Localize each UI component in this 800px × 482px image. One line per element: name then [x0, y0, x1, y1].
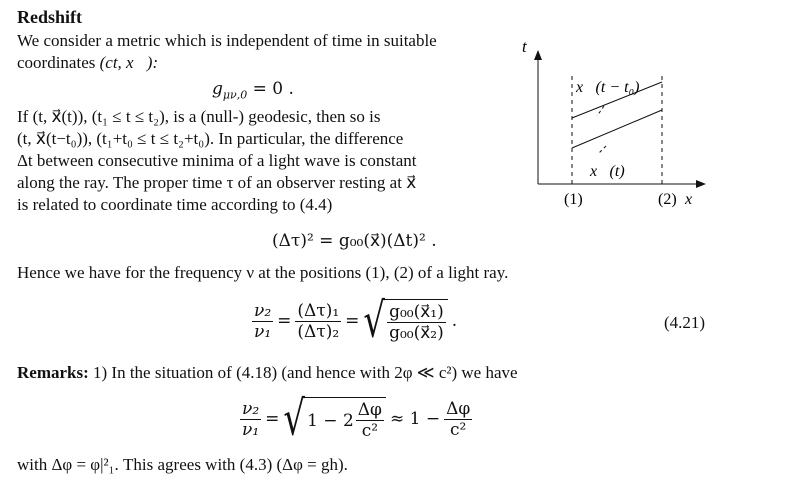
para3: Hence we have for the frequency ν at the positions (1), (2) of a light ray.: [17, 263, 509, 282]
eq421-sqrt-fraction: [387, 302, 446, 343]
eq421-tail: .: [451, 311, 458, 331]
equation-proper-time: (Δτ)² = g₀₀(x⃗)(Δt)² .: [272, 231, 437, 251]
worldline-original: [572, 110, 662, 148]
para2-line-2: (t, x⃗(t−t₀)), (t₁+t₀ ≤ t ≤ t₂+t₀). In particular, the difference: [17, 129, 404, 148]
intro-line-2-math: (ct, x⃗):: [99, 53, 159, 72]
tick-2: (2): [658, 191, 677, 208]
eq421-sqrt: [363, 293, 447, 349]
equation-remarks: [240, 390, 472, 448]
eqf-lhs-numerator: ν₂: [242, 398, 260, 419]
remarks-heading: Remarks:: [17, 363, 89, 382]
eq421-lhs-denominator: ν₁: [254, 321, 272, 342]
eq421-lhs-numerator: ν₂: [254, 300, 272, 321]
t-axis-arrowhead: [534, 50, 542, 60]
eq421-equals-1: =: [277, 311, 292, 331]
eqf-inner-fraction: [356, 400, 384, 441]
equation-metric: [212, 78, 294, 100]
eq421-lhs-fraction: [252, 301, 273, 342]
para2-line-4: along the ray. The proper time τ of an observer resting at x⃗: [17, 173, 417, 192]
worldline-figure: [500, 36, 710, 216]
eqf-rhs-numerator: Δφ: [446, 398, 471, 419]
sqrt-sign: √: [363, 293, 386, 349]
tick-1: (1): [564, 191, 583, 208]
label-x-shifted: x⃗(t − t₀): [576, 79, 640, 96]
lower-pointer: [598, 146, 606, 154]
eqf-lhs-fraction: [240, 399, 261, 440]
t-axis-label: t: [522, 37, 527, 56]
section-title: Redshift: [17, 7, 83, 27]
eqf-inner-denominator: c²: [361, 421, 379, 441]
intro-line-2-text: coordinates: [17, 53, 100, 72]
eq421-mid-numerator: (Δτ)₁: [297, 300, 340, 321]
eqf-inner-numerator: Δφ: [357, 400, 382, 420]
equation-4-21: [252, 290, 457, 352]
label-x: x⃗(t): [590, 163, 625, 180]
eqf-sqrt: [283, 391, 386, 447]
eqf-lhs-denominator: ν₁: [242, 419, 260, 440]
eq421-sqrt-denominator: g₀₀(x⃗₂): [389, 323, 444, 343]
para2-line-5: is related to coordinate time according to (4.4): [17, 195, 333, 214]
closing-line: with Δφ = φ|²₁. This agrees with (4.3) (Δφ = gh).: [17, 455, 348, 474]
eq421-mid-denominator: (Δτ)₂: [297, 321, 340, 342]
equation-metric-rhs: = 0 .: [247, 79, 294, 99]
x-axis-arrowhead: [696, 180, 706, 188]
eqf-approx: ≈ 1 −: [389, 409, 441, 429]
intro-line-1: We consider a metric which is independent of time in suitable: [17, 31, 437, 50]
eqf-rhs-denominator: c²: [450, 419, 467, 440]
intro-line-2: [17, 52, 158, 74]
eq421-sqrt-numerator: g₀₀(x⃗₁): [389, 302, 444, 322]
eqf-equals: =: [265, 409, 280, 429]
equation-metric-symbol: g: [212, 79, 223, 99]
equation-metric-subscript: μν,0: [222, 88, 248, 102]
x-axis-label: x⃗: [685, 191, 705, 208]
remarks-text: 1) In the situation of (4.18) (and hence with 2φ ≪ c²) we have: [88, 363, 518, 382]
para2-line-3: Δt between consecutive minima of a light wave is constant: [17, 151, 417, 170]
equation-number-4-21: (4.21): [664, 313, 706, 332]
sqrt-sign: √: [283, 391, 306, 447]
para2-line-1: If (t, x⃗(t)), (t₁ ≤ t ≤ t₂), is a (null-) geodesic, then so is: [17, 107, 381, 126]
remarks-line: [17, 362, 518, 384]
eq421-mid-fraction: [295, 301, 341, 342]
eqf-rhs-fraction: [444, 399, 472, 440]
eq421-equals-2: =: [345, 311, 360, 331]
eqf-sqrt-prefix: 1 − 2: [307, 410, 354, 431]
